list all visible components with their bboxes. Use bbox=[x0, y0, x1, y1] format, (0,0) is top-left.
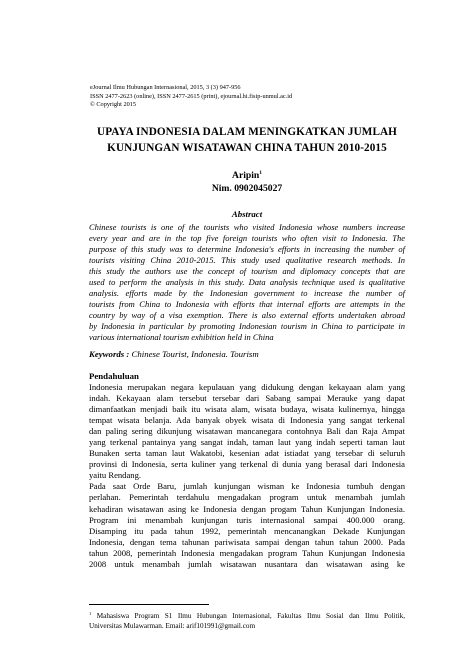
body-line: tempat wisata belanja. Ada banyak obyek wisata di Indonesia yang sangat terkenal bbox=[89, 415, 405, 426]
footnote-text-1: Mahasiswa Program S1 Ilmu Hubungan Internasional, Fakultas Ilmu Sosial dan Ilmu Politik, bbox=[91, 612, 405, 620]
body-line: Bunaken serta taman laut Wakatobi, kesenian adat istiadat yang tersebar di seluruh bbox=[89, 448, 405, 459]
journal-citation: eJournal Ilmu Hubungan Internasional, 2015, 3 (3) 947-956 bbox=[90, 84, 241, 91]
body-line: kehadiran wisatawan asing ke Indonesia dengan progam Tahun Kunjungan Indonesia. bbox=[89, 503, 405, 514]
body-line: tahun 2008, pemerintah Indonesia mengadakan program Tahun Kunjungan Indonesia bbox=[89, 547, 405, 558]
body-line: Program ini menambah kunjungan turis internasional sampai 400.000 orang. bbox=[89, 514, 405, 525]
paper-title-line-1: UPAYA INDONESIA DALAM MENINGKATKAN JUMLAH bbox=[97, 126, 397, 138]
body-line: dan paling sering dikunjung wisatawan mancanegara contohnya Bali dan Raja Ampat bbox=[89, 426, 405, 437]
abstract-line: various international tourism exhibition held in China bbox=[89, 332, 274, 343]
body-line: 2008 untuk menambah jumlah wisatawan nusantara dan wisatawan asing ke bbox=[89, 558, 405, 569]
author-nim: Nim. 0902045027 bbox=[211, 182, 283, 194]
abstract-line: every year and are in the top five foreign tourists who often visit to Indonesia. The bbox=[89, 233, 405, 244]
keywords-label: Keywords : bbox=[89, 349, 130, 359]
abstract-line: country by way of a visa exemption. There is also external efforts undertaken abroad bbox=[89, 310, 405, 321]
journal-header bbox=[90, 84, 292, 110]
paper-title-line-2: KUNJUNGAN WISATAWAN CHINA TAHUN 2010-2015 bbox=[107, 141, 387, 154]
author-name: Aripin bbox=[232, 170, 260, 181]
abstract-line: used to perform the analysis in this study. Data analysis technique used is qualitative bbox=[89, 277, 405, 288]
abstract-line: analysis. efforts made by the Indonesian government to increase the number of bbox=[89, 288, 405, 299]
abstract-line: tourists from China to Indonesia with efforts that internal efforts are attempts in the bbox=[89, 299, 405, 310]
body-line: perlahan. Pemerintah terdahulu mengadakan program untuk menambah jumlah bbox=[89, 492, 405, 503]
body-line: Indonesia merupakan negara kepulauan yang didukung dengan kekayaan alam yang bbox=[89, 382, 405, 392]
body-line: Pada saat Orde Baru, jumlah kunjungan wisman ke Indonesia tumbuh dengan bbox=[89, 481, 405, 492]
body-line: provinsi di Indonesia, serta kuliner yang terkenal di dunia yang berasal dari Indonesia bbox=[89, 459, 405, 470]
footnote-mark: 1 bbox=[89, 611, 92, 616]
journal-copyright: © Copyright 2015 bbox=[90, 101, 137, 109]
footnote-line-1 bbox=[89, 609, 405, 622]
abstract-heading: Abstract bbox=[231, 209, 263, 219]
author-line bbox=[60, 167, 434, 183]
author-footnote-mark: 1 bbox=[259, 170, 262, 176]
body-line: yaitu Rendang. bbox=[89, 470, 142, 481]
abstract-line: Chinese tourists is one of the tourists who visited Indonesia whose numbers increase bbox=[89, 222, 405, 232]
footnote-line-2: Universitas Mulawarman. Email: arif101991@gmail.com bbox=[89, 621, 256, 630]
footnote-divider bbox=[89, 604, 209, 605]
abstract-line: by Indonesia in particular by promoting Indonesian tourism in China to participate in bbox=[89, 321, 405, 332]
body-line: yang terkenal pantainya yang sangat indah, taman laut yang indah seperti taman laut bbox=[89, 437, 405, 448]
author-block bbox=[60, 167, 434, 195]
abstract-line: tourists visiting China 2010-2015. This study used qualitative research methods. In bbox=[89, 255, 405, 266]
body-line: dimanfaatkan menjadi baik itu wisata alam, wisata budaya, wisata kulinernya, hingga bbox=[89, 404, 405, 415]
section-body bbox=[89, 382, 405, 570]
paper-title bbox=[60, 125, 434, 156]
footnote bbox=[89, 609, 405, 631]
body-line: indah. Kekayaan alam tersebut tersebar dari Sabang sampai Merauke yang dapat bbox=[89, 393, 405, 404]
body-line: Indonesia, dengan tema tahunan pariwisata sampai dengan tahun tahun 2000. Pada bbox=[89, 536, 405, 547]
journal-issn: ISSN 2477-2623 (online), ISSN 2477-2615 (print), ejournal.hi.fisip-unmul.ac.id bbox=[90, 92, 293, 100]
abstract-body bbox=[89, 222, 405, 344]
abstract-line: this study the authors use the concept of tourism and diplomacy concepts that are bbox=[89, 266, 405, 277]
section-heading: Pendahuluan bbox=[89, 371, 139, 381]
abstract-line: purpose of this study was to determine Indonesia's efforts in increasing the number of bbox=[89, 244, 405, 255]
body-line: Disamping itu pada tahun 1992, pemerintah mencanangkan Dekade Kunjungan bbox=[89, 525, 405, 536]
keywords bbox=[89, 349, 259, 360]
keywords-value: Chinese Tourist, Indonesia. Tourism bbox=[129, 349, 259, 359]
